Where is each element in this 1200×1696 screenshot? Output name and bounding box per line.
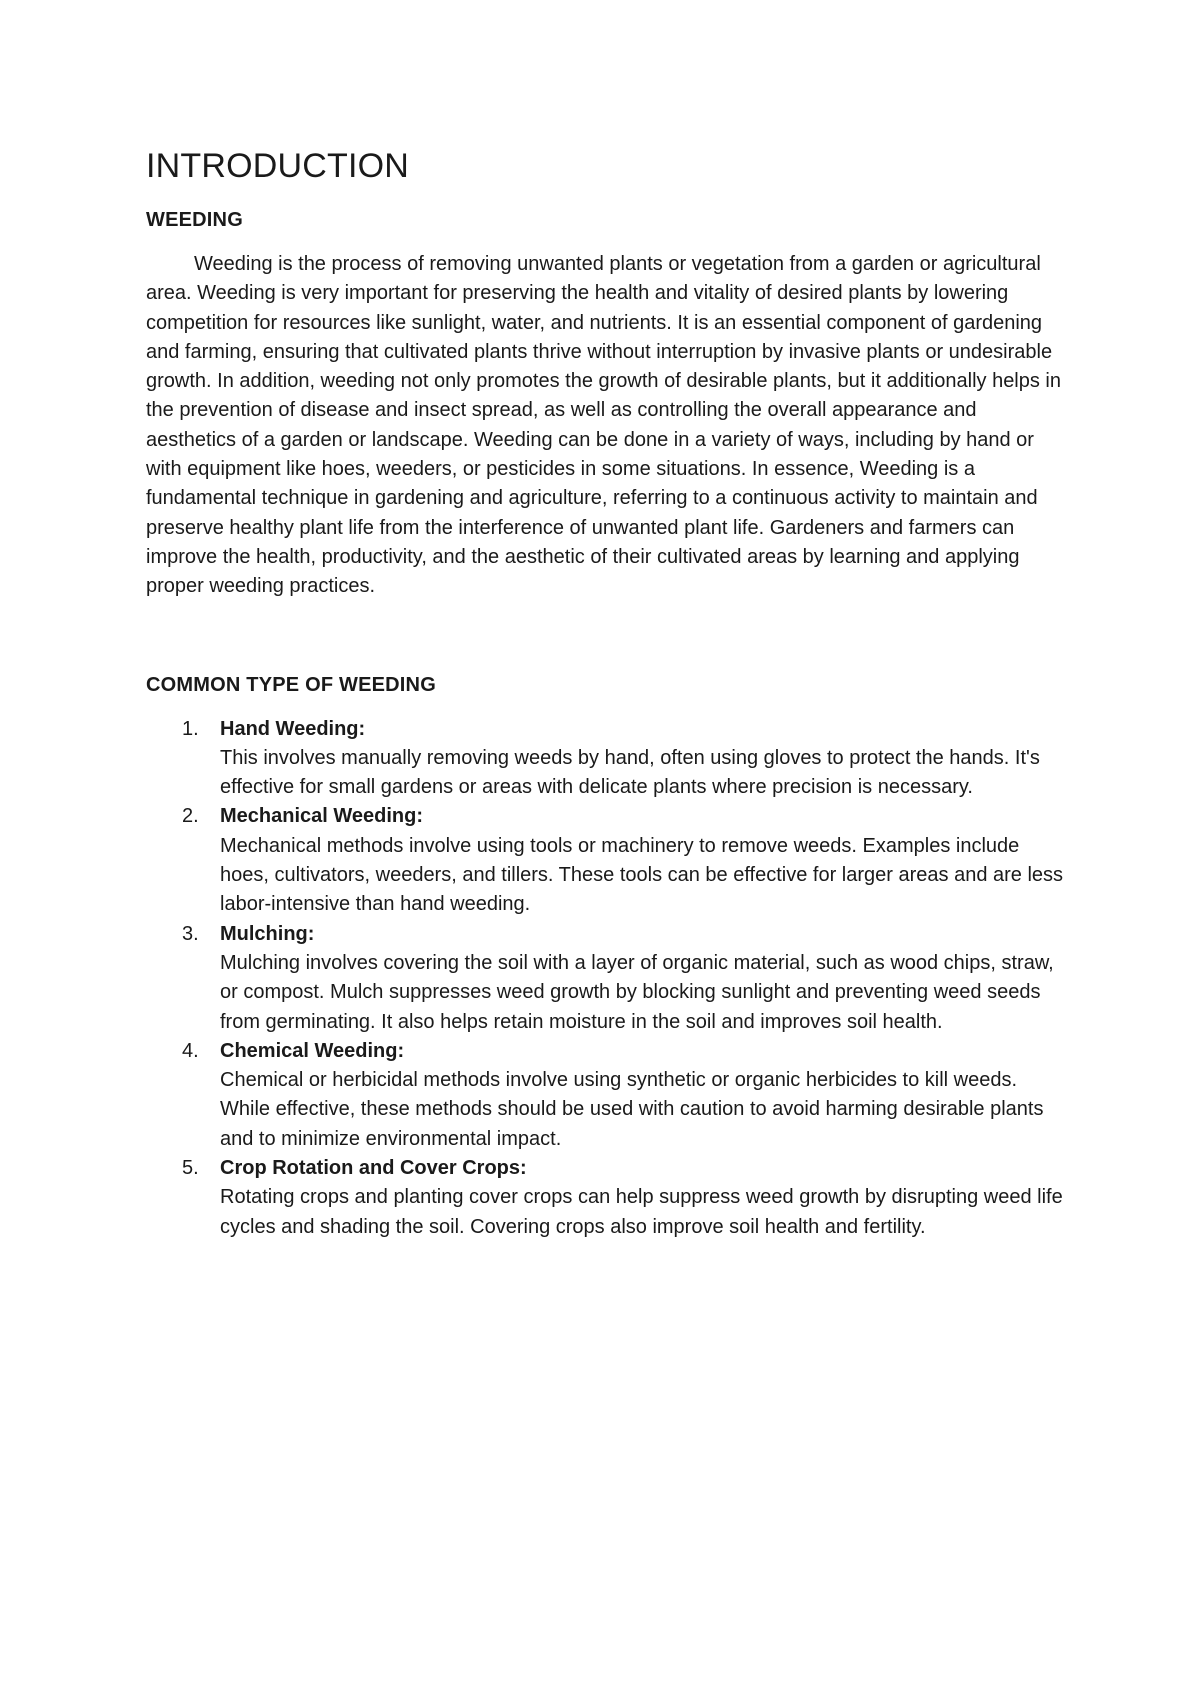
list-item-number: 3. <box>182 922 199 945</box>
list-item-number: 1. <box>182 717 199 740</box>
list-item-title: Mulching: <box>220 922 315 945</box>
list-item-title: Crop Rotation and Cover Crops: <box>220 1157 527 1180</box>
list-item <box>146 1154 1066 1242</box>
list-item-number: 4. <box>182 1039 199 1062</box>
list-item-number: 5. <box>182 1157 199 1180</box>
list-item <box>146 920 1066 1037</box>
page-title: INTRODUCTION <box>146 147 410 185</box>
document-page <box>146 138 1066 1242</box>
weeding-types-list <box>146 715 1066 1242</box>
list-item-title: Chemical Weeding: <box>220 1039 405 1062</box>
list-item <box>146 715 1066 803</box>
list-item-description: Mulching involves covering the soil with a layer of organic material, such as wood chips, straw, or compost. Mulch suppresses weed growth by blocking sunlight and preventing weed seeds from germinating. It also helps retain moisture in the soil and improves soil health. <box>220 951 1054 1033</box>
list-item-description: Rotating crops and planting cover crops can help suppress weed growth by disrupting weed life cycles and shading the soil. Covering crops also improve soil health and fertility. <box>220 1186 1063 1238</box>
section-heading-common-types: COMMON TYPE OF WEEDING <box>146 673 436 696</box>
section-heading-weeding: WEEDING <box>146 209 243 231</box>
list-item-title: Mechanical Weeding: <box>220 805 424 828</box>
weeding-paragraph: Weeding is the process of removing unwanted plants or vegetation from a garden or agricultural area. Weeding is very important for preserving the health and vitality of desired plants by lowering competition for resources like sunlight, water, and nutrients. It is an essential component of gardening and farming, ensuring that cultivated plants thrive without interruption by invasive plants or undesirable growth. In addition, weeding not only promotes the growth of desirable plants, but it additionally helps in the prevention of disease and insect spread, as well as controlling the overall appearance and aesthetics of a garden or landscape. Weeding can be done in a variety of ways, including by hand or with equipment like hoes, weeders, or pesticides in some situations. In essence, Weeding is a fundamental technique in gardening and agriculture, referring to a continuous activity to maintain and preserve healthy plant life from the interference of unwanted plant life. Gardeners and farmers can improve the health, productivity, and the aesthetic of their cultivated areas by learning and applying proper weeding practices. <box>146 253 1061 598</box>
list-item-title: Hand Weeding: <box>220 717 366 740</box>
list-item-number: 2. <box>182 805 199 828</box>
list-item-description: Chemical or herbicidal methods involve using synthetic or organic herbicides to kill weeds. While effective, these methods should be used with caution to avoid harming desirable plants and to minimize environmental impact. <box>220 1069 1044 1150</box>
list-item-description: Mechanical methods involve using tools or machinery to remove weeds. Examples include hoes, cultivators, weeders, and tillers. These tools can be effective for larger areas and are less labor-intensive than hand weeding. <box>220 834 1064 916</box>
list-item <box>146 802 1066 919</box>
list-item-description: This involves manually removing weeds by hand, often using gloves to protect the hands. It's effective for small gardens or areas with delicate plants where precision is necessary. <box>220 746 1040 799</box>
list-item <box>146 1037 1066 1154</box>
